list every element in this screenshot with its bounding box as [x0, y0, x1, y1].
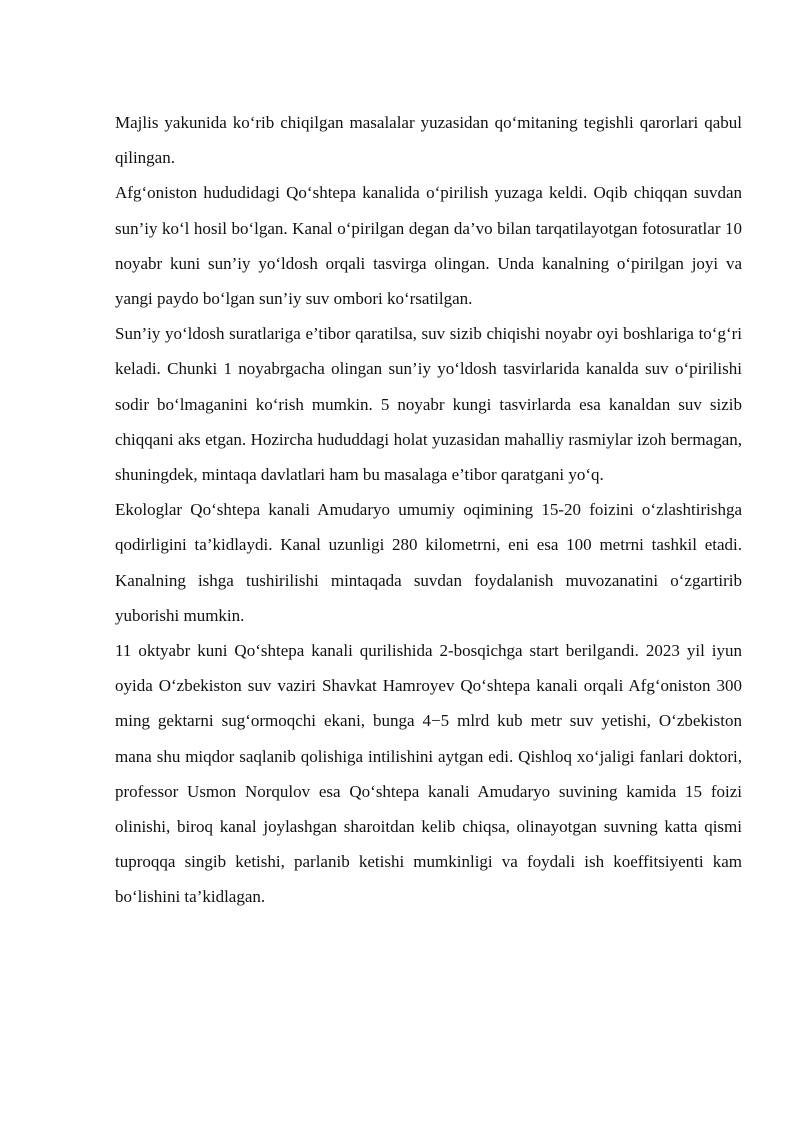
paragraph: Sun’iy yo‘ldosh suratlariga e’tibor qaratilsa, suv sizib chiqishi noyabr oyi boshlariga to‘g‘ri keladi. Chunki 1 noyabrgacha olingan sun’iy yo‘ldosh tasvirlarida kanalda suv o‘pirilishi sodir bo‘lmaganini ko‘rish mumkin. 5 noyabr kungi tasvirlarda esa kanaldan suv sizib chiqqani aks etgan. Hozircha hududdagi holat yuzasidan mahalliy rasmiylar izoh bermagan, shuningdek, mintaqa davlatlari ham bu masalaga e’tibor qaratgani yo‘q.: [115, 324, 742, 485]
paragraph: Afg‘oniston hududidagi Qo‘shtepa kanalida o‘pirilish yuzaga keldi. Oqib chiqqan suvdan sun’iy ko‘l hosil bo‘lgan. Kanal o‘pirilgan degan da’vo bilan tarqatilayotgan fotosuratlar 10 noyabr kuni sun’iy yo‘ldosh orqali tasvirga olingan. Unda kanalning o‘pirilgan joyi va yangi paydo bo‘lgan sun’iy suv ombori ko‘rsatilgan.: [115, 183, 742, 309]
paragraph: 11 oktyabr kuni Qo‘shtepa kanali qurilishida 2-bosqichga start berilgandi. 2023 yil iyun oyida O‘zbekiston suv vaziri Shavkat Hamroyev Qo‘shtepa kanali orqali Afg‘oniston 300 ming gektarni sug‘ormoqchi ekani, bunga 4−5 mlrd kub metr suv yetishi, O‘zbekiston mana shu miqdor saqlanib qolishiga intilishini aytgan edi. Qishloq xo‘jaligi fanlari doktori, professor Usmon Norqulov esa Qo‘shtepa kanali Amudaryo suvining kamida 15 foizi olinishi, biroq kanal joylashgan sharoitdan kelib chiqsa, olinayotgan suvning katta qismi tuproqqa singib ketishi, parlanib ketishi mumkinligi va foydali ish koeffitsiyenti kam bo‘lishini ta’kidlagan.: [115, 641, 742, 907]
paragraph: Majlis yakunida ko‘rib chiqilgan masalalar yuzasidan qo‘mitaning tegishli qarorlari qabul qilingan.: [115, 113, 742, 168]
paragraph: Ekologlar Qo‘shtepa kanali Amudaryo umumiy oqimining 15-20 foizini o‘zlashtirishga qodirligini ta’kidlaydi. Kanal uzunligi 280 kilometrni, eni esa 100 metrni tashkil etadi. Kanalning ishga tushirilishi mintaqada suvdan foydalanish muvozanatini o‘zgartirib yuborishi mumkin.: [115, 500, 742, 625]
document-body: [115, 105, 742, 915]
